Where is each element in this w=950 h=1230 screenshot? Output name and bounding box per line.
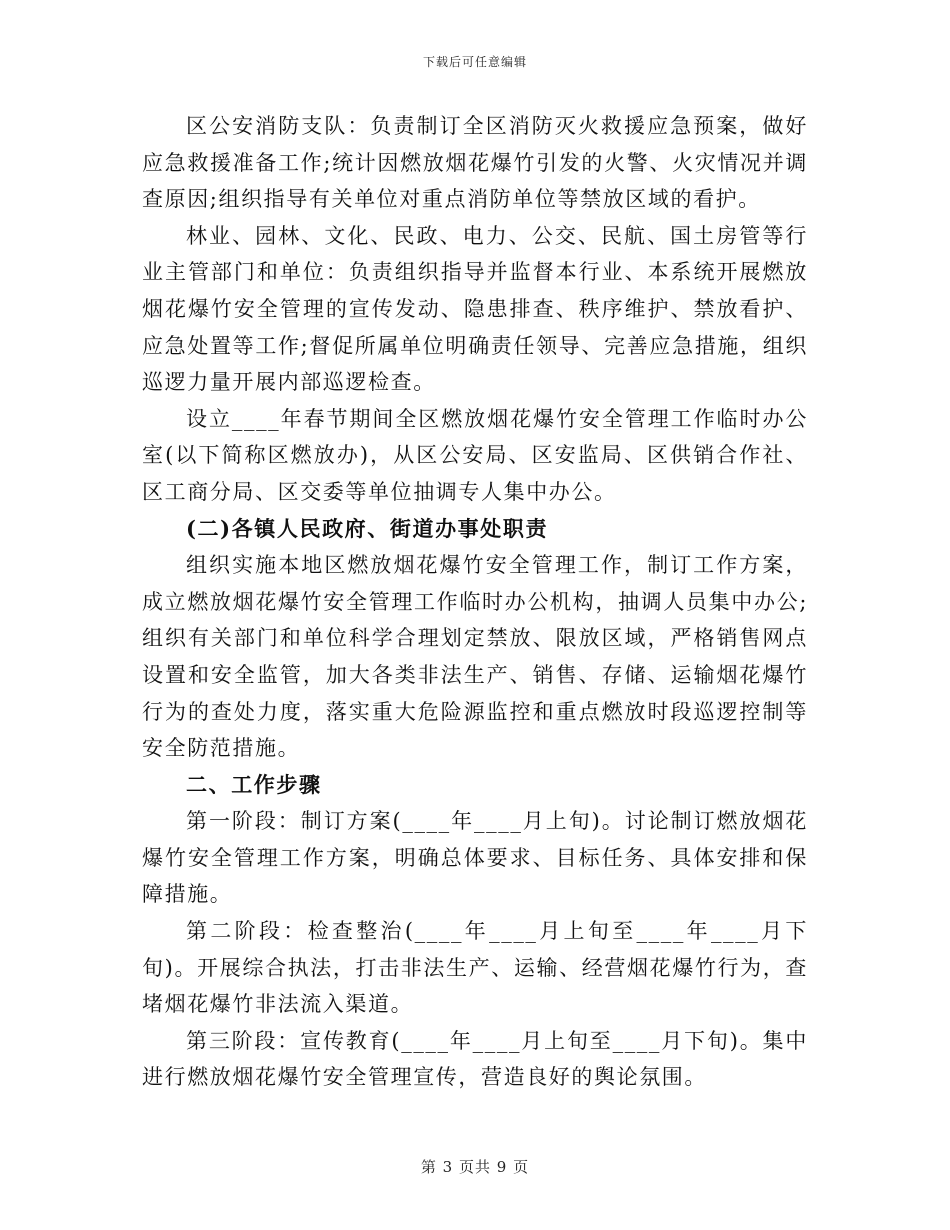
page-number: 第 3 页共 9 页 [420, 1158, 530, 1176]
paragraph-industry-departments: 林业、园林、文化、民政、电力、公交、民航、国土房管等行业主管部门和单位：负责组织指导并监督本行业、本系统开展燃放烟花爆竹安全管理的宣传发动、隐患排查、秩序维护、禁放看护、应急处置等工作;督促所属单位明确责任领导、完善应急措施，组织巡逻力量开展内部巡逻检查。 [142, 223, 808, 395]
section-heading-work-steps: 二、工作步骤 [186, 771, 322, 797]
paragraph-stage-three: 第三阶段：宣传教育(____年____月上旬至____月下旬)。集中进行燃放烟花爆竹安全管理宣传，营造良好的舆论氛围。 [142, 1028, 808, 1090]
paragraph-stage-two: 第二阶段：检查整治(____年____月上旬至____年____月下旬)。开展综合执法，打击非法生产、运输、经营烟花爆竹行为，查堵烟花爆竹非法流入渠道。 [142, 919, 808, 1017]
paragraph-fire-brigade: 区公安消防支队：负责制订全区消防灭火救援应急预案，做好应急救援准备工作;统计因燃放烟花爆竹引发的火警、火灾情况并调查原因;组织指导有关单位对重点消防单位等禁放区域的看护。 [142, 114, 808, 212]
paragraph-stage-one: 第一阶段：制订方案(____年____月上旬)。讨论制订燃放烟花爆竹安全管理工作方案，明确总体要求、目标任务、具体安排和保障措施。 [142, 809, 808, 907]
document-body [142, 108, 808, 1096]
section-heading-town-duties: (二)各镇人民政府、街道办事处职责 [186, 515, 549, 541]
paragraph-temporary-office: 设立____年春节期间全区燃放烟花爆竹安全管理工作临时办公室(以下简称区燃放办)，从区公安局、区安监局、区供销合作社、区工商分局、区交委等单位抽调专人集中办公。 [142, 406, 808, 504]
page-header-note: 下载后可任意编辑 [422, 55, 527, 69]
paragraph-town-duties: 组织实施本地区燃放烟花爆竹安全管理工作，制订工作方案，成立燃放烟花爆竹安全管理工作临时办公机构，抽调人员集中办公;组织有关部门和单位科学合理划定禁放、限放区域，严格销售网点设置和安全监管，加大各类非法生产、销售、存储、运输烟花爆竹行为的查处力度，落实重大危险源监控和重点燃放时段巡逻控制等安全防范措施。 [142, 553, 808, 761]
